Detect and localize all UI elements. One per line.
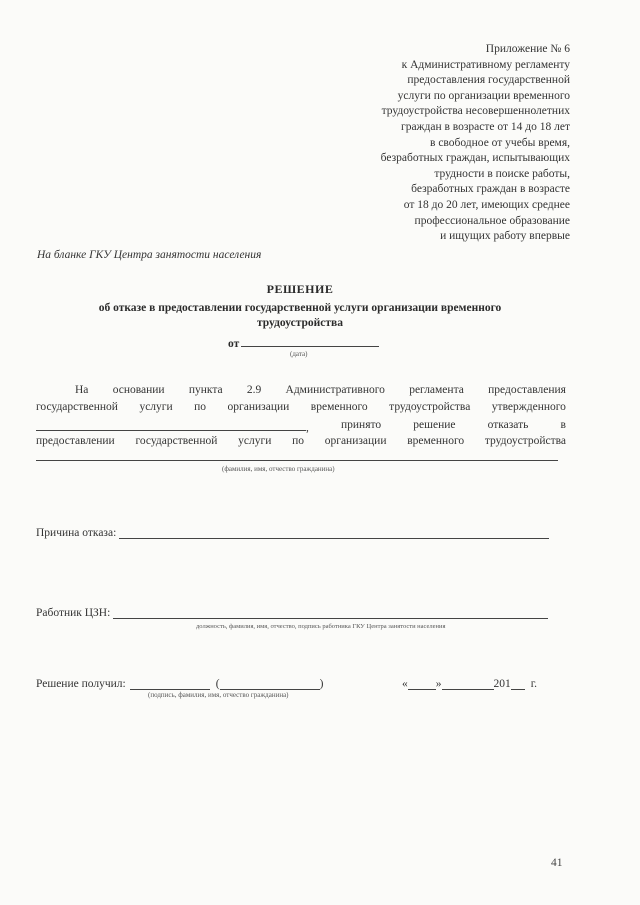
regulation-blank-wrap: [36, 419, 309, 434]
word: услуги: [139, 401, 173, 413]
word: ,: [306, 422, 309, 434]
document-title: РЕШЕНИЕ: [266, 282, 334, 296]
worker-row: [36, 607, 548, 619]
worker-blank[interactable]: [113, 608, 548, 619]
received-caption: (подпись, фамилия, имя, отчество гражданина): [148, 691, 289, 699]
date-from-line: [228, 336, 379, 350]
page-number: 41: [551, 857, 563, 869]
body-line-3: [36, 419, 566, 434]
date-close-quote: »: [435, 678, 442, 690]
refusal-reason-label: Причина отказа:: [36, 527, 117, 539]
appendix-block: [300, 42, 570, 245]
received-date-row: [402, 678, 537, 690]
worker-caption: должность, фамилия, имя, отчество, подпись работника ГКУ Центра занятости населения: [196, 623, 446, 630]
appendix-line: безработных граждан, испытывающих: [380, 152, 570, 165]
appendix-line: к Административному регламенту: [401, 58, 570, 71]
appendix-line: в свободное от учебы время,: [430, 136, 570, 149]
word: в: [560, 419, 566, 431]
signature-blank[interactable]: [130, 679, 210, 690]
appendix-line: профессиональное образование: [414, 214, 570, 227]
word: Административного: [285, 384, 385, 396]
date-blank[interactable]: [241, 336, 379, 347]
word: услуги: [238, 435, 272, 447]
body-line-4: [36, 435, 566, 447]
word: утвержденного: [491, 401, 566, 413]
regulation-blank[interactable]: [36, 419, 306, 431]
paren-open: (: [215, 678, 220, 690]
word: решение: [413, 419, 456, 431]
date-open-quote: «: [402, 678, 408, 690]
paren-close: ): [319, 678, 324, 690]
appendix-line: трудности в поиске работы,: [434, 167, 570, 180]
appendix-line: от 18 до 20 лет, имеющих среднее: [403, 198, 570, 211]
day-blank[interactable]: [408, 679, 436, 690]
month-blank[interactable]: [442, 679, 494, 690]
worker-label: Работник ЦЗН:: [36, 607, 111, 619]
word: государственной: [36, 401, 118, 413]
word: отказать: [487, 419, 529, 431]
word: регламента: [409, 384, 464, 396]
year-blank[interactable]: [511, 679, 525, 690]
word: основании: [112, 384, 165, 396]
word: организации: [324, 435, 387, 447]
word: На: [75, 384, 89, 396]
refusal-reason-row: [36, 527, 549, 539]
received-row: [36, 678, 323, 690]
word: временного: [310, 401, 368, 413]
refusal-reason-blank[interactable]: [119, 528, 549, 539]
appendix-line: предоставления государственной: [407, 74, 570, 87]
citizen-name-blank[interactable]: [36, 460, 558, 461]
body-line-2: [36, 401, 566, 413]
word: трудоустройства: [389, 401, 471, 413]
word: по: [292, 435, 304, 447]
appendix-line: трудоустройства несовершеннолетних: [381, 105, 570, 118]
document-subtitle: [40, 301, 560, 331]
word: пункта: [188, 384, 223, 396]
appendix-line: граждан в возрасте от 14 до 18 лет: [400, 120, 570, 133]
subtitle-line: об отказе в предоставлении государственной услуги организации временного: [98, 302, 502, 314]
year-suffix: г.: [530, 678, 538, 690]
from-label: от: [228, 338, 240, 350]
year-prefix: 201: [493, 678, 511, 690]
word: предоставлении: [36, 435, 115, 447]
word: принято: [341, 419, 382, 431]
date-caption: (дата): [290, 350, 308, 358]
word: 2.9: [246, 384, 262, 396]
received-label: Решение получил:: [36, 678, 126, 690]
word: по: [194, 401, 207, 413]
citizen-fullname-blank[interactable]: [220, 679, 320, 690]
subtitle-line: трудоустройства: [257, 317, 343, 329]
word: временного: [407, 435, 465, 447]
appendix-line: Приложение № 6: [485, 43, 570, 55]
appendix-line: безработных граждан в возрасте: [411, 183, 570, 196]
word: государственной: [135, 435, 218, 447]
body-line-1: [75, 384, 566, 396]
letterhead-note: На бланке ГКУ Центра занятости населения: [37, 249, 262, 261]
appendix-line: услуги по организации временного: [397, 89, 570, 102]
appendix-line: и ищущих работу впервые: [440, 230, 570, 243]
citizen-name-caption: (фамилия, имя, отчество гражданина): [222, 465, 335, 473]
word: трудоустройства: [484, 435, 566, 447]
word: предоставления: [488, 384, 566, 396]
word: организации: [227, 401, 290, 413]
